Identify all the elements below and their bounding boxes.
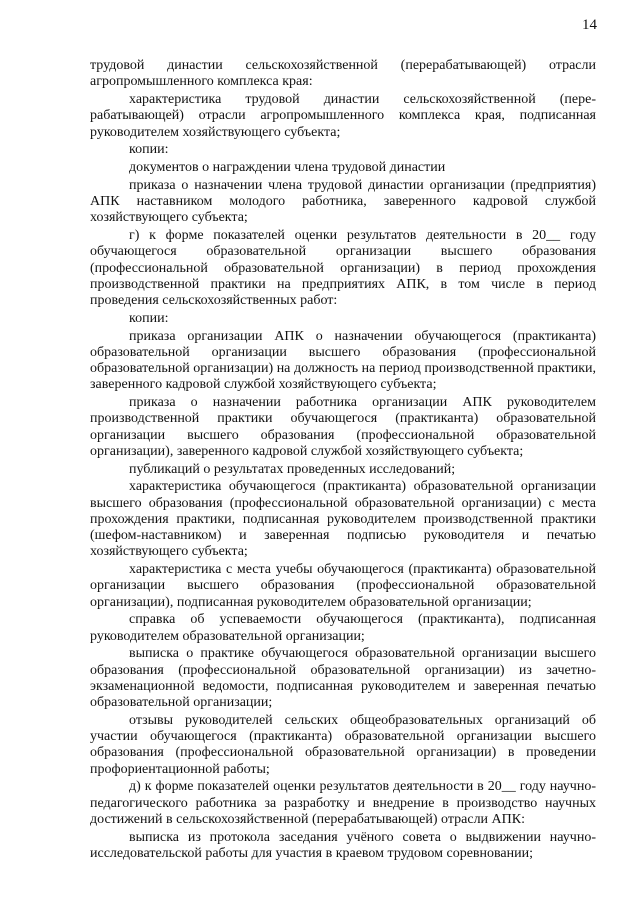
paragraph: копии: (129, 310, 169, 326)
paragraph: характеристика трудовой династии сельскохозяйственной (пере-рабатывающей) отрасли агропромышленного комплекса края, подписанная руководителем хозяйствующего субъекта; (90, 92, 596, 140)
paragraph: выписка о практике обучающегося образовательной организации высшего образования (профессиональной образовательной организации) из зачетно-экзаменационной ведомости, подписанная руководителем и заверенная печатью образовательной организации; (90, 646, 596, 710)
paragraph: копии: (129, 142, 169, 158)
paragraph: выписка из протокола заседания учёного совета о выдвижении научно-исследовательской работы для участия в краевом трудовом соревновании; (90, 829, 596, 861)
paragraph: приказа о назначении члена трудовой династии организации (предприятия) АПК наставником молодого работника, заверенного кадровой службой хозяйствующего субъекта; (90, 177, 596, 226)
paragraph: трудовой династии сельскохозяйственной (перерабатывающей) отрасли агропромышленного комплекса края: (90, 58, 596, 90)
paragraph: приказа организации АПК о назначении обучающегося (практиканта) образовательной организации высшего образования (профессиональной образовательной организации) на должность на период производственной практики, заверенного кадровой службой хозяйствующего субъекта; (90, 328, 596, 393)
paragraph: характеристика с места учебы обучающегося (практиканта) образовательной организации высшего образования (профессиональной образовательной организации), подписанная руководителем образовательной организации; (90, 562, 596, 610)
paragraph: публикаций о результатах проведенных исследований; (129, 461, 456, 477)
document-body (90, 58, 596, 864)
paragraph: документов о награждении члена трудовой династии (129, 160, 446, 175)
paragraph: г) к форме показателей оценки результатов деятельности в 20__ году обучающегося образовательной организации высшего образования (профессиональной образовательной организации) в период прохождения производственной практики на предприятиях АПК, в том числе в период проведения сельскохозяйственных работ: (90, 228, 596, 308)
paragraph: отзывы руководителей сельских общеобразовательных организаций об участии обучающегося (практиканта) образовательной организации высшего образования (профессиональной образовательной организации) в проведении профориентационной работы; (90, 712, 596, 777)
paragraph: справка об успеваемости обучающегося (практиканта), подписанная руководителем образовательной организации; (90, 612, 596, 644)
paragraph: приказа о назначении работника организации АПК руководителем производственной практики обучающегося (практиканта) образовательной организации высшего образования (профессиональной образовательной организации), заверенного кадровой службой хозяйствующего субъекта; (90, 395, 596, 459)
paragraph: характеристика обучающегося (практиканта) образовательной организации высшего образования (профессиональной образовательной организации) с места прохождения практики, подписанная руководителем производственной практики (шефом-наставником) и заверенная подписью руководителя и печатью хозяйствующего субъекта; (90, 479, 596, 560)
page-number: 14 (582, 17, 597, 33)
paragraph: д) к форме показателей оценки результатов деятельности в 20__ году научно-педагогического работника за разработку и внедрение в производство научных достижений в сельскохозяйственной (перерабатывающей) отрасли АПК: (90, 779, 596, 827)
